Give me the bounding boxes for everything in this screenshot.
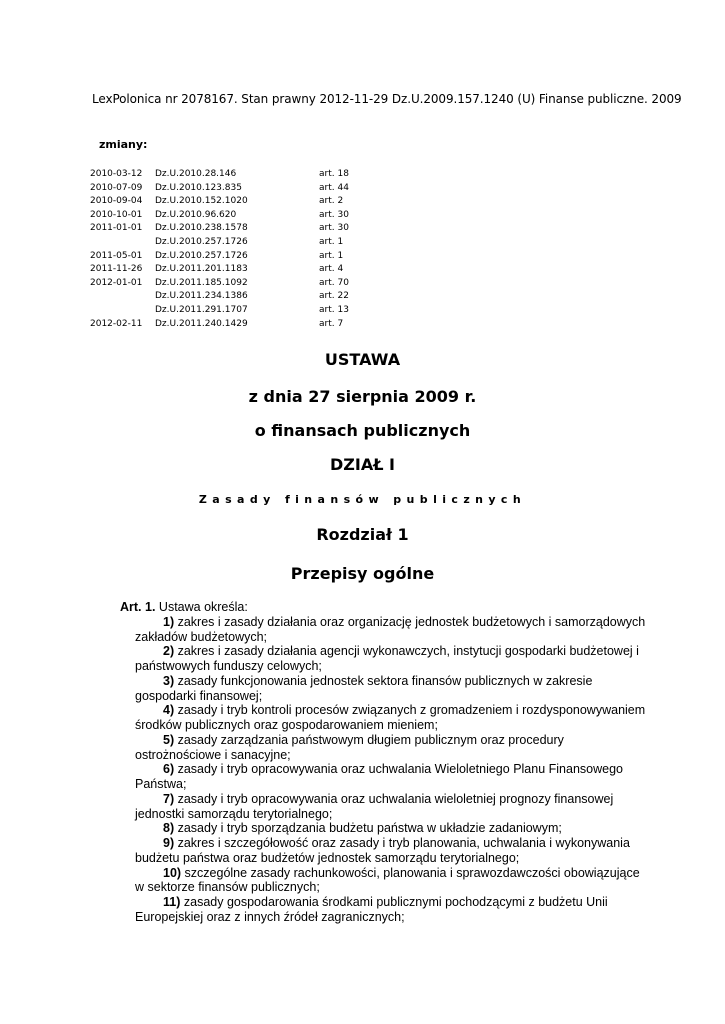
change-article: art. 22 [319, 291, 349, 302]
change-article: art. 18 [319, 169, 349, 179]
article-item-continuation: jednostki samorządu terytorialnego; [135, 806, 333, 821]
article-item [120, 792, 640, 822]
article-item-number: 5) [163, 732, 175, 747]
change-reference: Dz.U.2011.291.1707 [155, 304, 248, 315]
change-reference: Dz.U.2011.201.1183 [155, 264, 248, 275]
change-row [90, 263, 349, 277]
change-date: 2011-05-01 [90, 250, 143, 261]
article-item-continuation: budżetu państwa oraz budżetów jednostek samorządu terytorialnego; [135, 850, 520, 865]
article-item-continuation: zakładów budżetowych; [135, 629, 268, 644]
article-item-first-line [120, 674, 640, 689]
act-date-heading: z dnia 27 sierpnia 2009 r. [248, 387, 477, 406]
change-reference: Dz.U.2010.123.835 [155, 182, 242, 193]
article-item-text: zakres i zasady działania agencji wykonawczych, instytucji gospodarki budżetowej i [174, 644, 639, 659]
article-item-first-line [120, 821, 640, 836]
article-item-first-line [120, 836, 640, 851]
article-item-first-line [120, 703, 646, 718]
article-item-continuation: gospodarki finansowej; [135, 688, 263, 703]
chapter-heading: Rozdział 1 [316, 525, 409, 544]
article-item [120, 895, 640, 925]
article-item-number: 10) [163, 865, 182, 880]
article-item [120, 821, 640, 836]
article-item-number: 2) [163, 644, 175, 659]
article-item-continuation: Europejskiej oraz z innych źródeł zagranicznych; [135, 909, 405, 924]
article-item-text: zasady zarządzania państwowym długiem publicznym oraz procedury [174, 732, 564, 747]
article-items [120, 614, 646, 925]
change-article: art. 13 [319, 304, 349, 315]
change-date [90, 304, 155, 318]
change-row [90, 290, 349, 304]
change-date: 2010-03-12 [90, 169, 143, 179]
article-item-first-line [120, 895, 640, 910]
change-reference: Dz.U.2011.234.1386 [155, 291, 248, 302]
article-item-first-line [120, 792, 640, 807]
change-reference: Dz.U.2010.152.1020 [155, 196, 248, 207]
change-date: 2011-11-26 [90, 264, 143, 275]
change-reference: Dz.U.2010.257.1726 [155, 250, 248, 261]
change-date: 2010-07-09 [90, 182, 143, 193]
article-item-number: 6) [163, 762, 175, 777]
article-item-continuation: w sektorze finansów publicznych; [135, 880, 320, 895]
change-article: art. 70 [319, 277, 349, 288]
article-1-intro [120, 600, 640, 615]
document-header: LexPolonica nr 2078167. Stan prawny 2012-11-29 Dz.U.2009.157.1240 (U) Finanse publiczne. 2009 [92, 92, 682, 106]
change-row [90, 195, 349, 209]
change-row [90, 168, 349, 182]
article-item-text: zasady i tryb opracowywania oraz uchwalania Wieloletniego Planu Finansowego [174, 762, 623, 777]
article-item-text: zasady funkcjonowania jednostek sektora finansów publicznych w zakresie [174, 673, 593, 688]
article-item-text: zasady i tryb opracowywania oraz uchwalania wieloletniej prognozy finansowej [174, 791, 614, 806]
change-row [90, 182, 349, 196]
article-intro-text: Ustawa określa: [155, 600, 248, 614]
article-item-first-line [120, 644, 640, 659]
article-item-continuation: środków publicznych oraz gospodarowaniem mieniem; [135, 718, 438, 732]
change-row [90, 236, 349, 250]
article-item-number: 3) [163, 673, 175, 688]
article-item-number: 7) [163, 791, 175, 806]
article-item [120, 762, 640, 792]
change-article: art. 30 [319, 223, 349, 234]
change-reference: Dz.U.2010.28.146 [155, 169, 237, 179]
change-reference: Dz.U.2010.257.1726 [155, 236, 248, 247]
change-article: art. 7 [319, 318, 344, 329]
change-date: 2011-01-01 [90, 223, 143, 234]
article-item [120, 674, 640, 704]
change-row [90, 209, 349, 223]
change-row [90, 250, 349, 264]
change-row [90, 318, 349, 332]
article-item-number: 9) [163, 836, 175, 850]
act-type-heading: USTAWA [324, 350, 401, 369]
article-item-text: zasady gospodarowania środkami publicznymi pochodzącymi z budżetu Unii [180, 895, 608, 909]
change-article: art. 1 [319, 236, 344, 247]
article-item-number: 1) [163, 614, 175, 629]
article-item-number: 8) [163, 821, 175, 836]
change-date [90, 236, 155, 250]
change-date: 2010-10-01 [90, 209, 143, 220]
change-date [90, 290, 155, 304]
article-item-first-line [120, 733, 640, 748]
change-article: art. 30 [319, 209, 349, 220]
article-item-number: 11) [163, 895, 181, 909]
article-item-first-line [120, 762, 640, 777]
article-item [120, 614, 646, 645]
change-article: art. 44 [319, 182, 349, 193]
change-reference: Dz.U.2011.240.1429 [155, 318, 248, 329]
act-subject-heading: o finansach publicznych [254, 421, 471, 440]
article-item-first-line [120, 614, 646, 630]
article-item-text: zakres i szczegółowość oraz zasady i tryb planowania, uchwalania i wykonywania [174, 836, 630, 850]
change-article: art. 4 [319, 264, 344, 275]
article-item-continuation: państwowych funduszy celowych; [135, 659, 322, 673]
division-heading: DZIAŁ I [329, 455, 395, 474]
chapter-title: Przepisy ogólne [290, 564, 435, 583]
article-item-continuation: Państwa; [135, 777, 187, 791]
change-article: art. 2 [319, 196, 344, 207]
changes-table [90, 168, 349, 331]
article-item [120, 866, 640, 896]
change-reference: Dz.U.2011.185.1092 [155, 277, 248, 288]
article-item [120, 703, 646, 733]
change-row [90, 277, 349, 291]
change-date: 2012-01-01 [90, 277, 143, 288]
article-item-text: szczególne zasady rachunkowości, planowania i sprawozdawczości obowiązujące [181, 865, 640, 880]
change-row [90, 304, 349, 318]
article-item-first-line [120, 866, 640, 881]
change-date: 2010-09-04 [90, 196, 143, 207]
change-row [90, 222, 349, 236]
change-reference: Dz.U.2010.96.620 [155, 209, 237, 220]
article-item-number: 4) [163, 703, 175, 718]
article-item [120, 836, 640, 866]
article-label: Art. 1. [120, 600, 156, 614]
change-date: 2012-02-11 [90, 318, 143, 329]
change-reference: Dz.U.2010.238.1578 [155, 223, 248, 234]
article-item [120, 733, 640, 763]
article-item-continuation: ostrożnościowe i sanacyjne; [135, 747, 291, 762]
change-article: art. 1 [319, 250, 344, 261]
article-item-text: zakres i zasady działania oraz organizację jednostek budżetowych i samorządowych [174, 614, 646, 629]
article-1 [120, 600, 646, 925]
article-item-text: zasady i tryb kontroli procesów związanych z gromadzeniem i rozdysponowywaniem [174, 703, 646, 718]
division-title: Zasady finansów publicznych [198, 493, 527, 506]
article-item-text: zasady i tryb sporządzania budżetu państwa w układzie zadaniowym; [174, 821, 562, 836]
changes-label: zmiany: [99, 138, 148, 151]
article-item [120, 644, 640, 674]
